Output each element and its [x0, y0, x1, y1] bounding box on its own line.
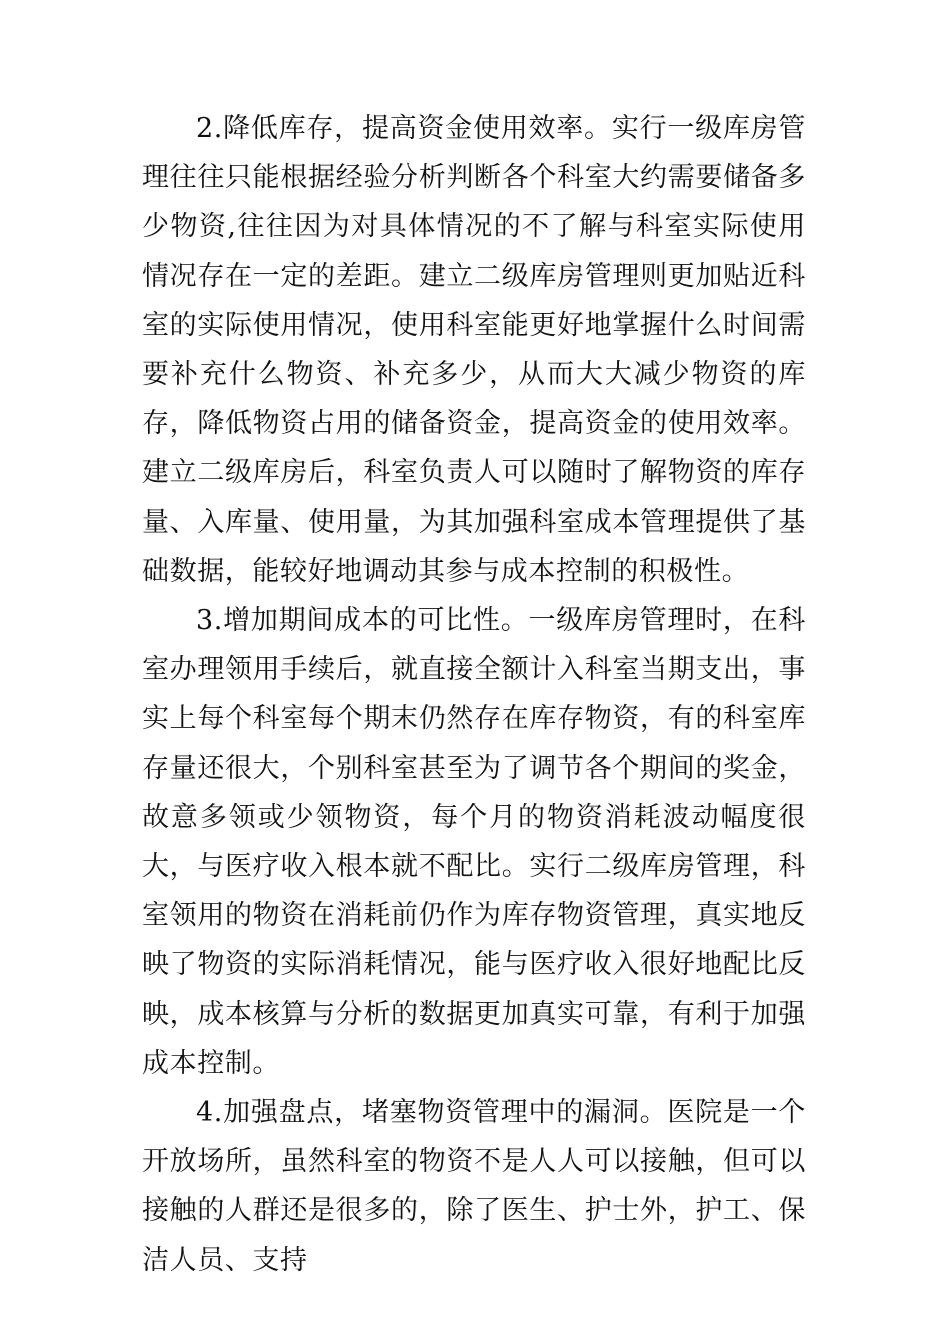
- paragraph-strengthen-inventory-check: 4.加强盘点，堵塞物资管理中的漏洞。医院是一个开放场所，虽然科室的物资不是人人可以接触，但可以接触的人群还是很多的，除了医生、护士外，护工、保洁人员、支持: [142, 1097, 806, 1276]
- document-body: [142, 104, 806, 1285]
- paragraph-period-cost-comparability: 3.增加期间成本的可比性。一级库房管理时，在科室办理领用手续后，就直接全额计入科室当期支出，事实上每个科室每个期末仍然存在库存物资，有的科室库存量还很大，个别科室甚至为了调节各个期间的奖金，故意多领或少领物资，每个月的物资消耗波动幅度很大，与医疗收入根本就不配比。实行二级库房管理，科室领用的物资在消耗前仍作为库存物资管理，真实地反映了物资的实际消耗情况，能与医疗收入很好地配比反映，成本核算与分析的数据更加真实可靠，有利于加强成本控制。: [142, 605, 806, 1079]
- paragraph-reduce-inventory: 2.降低库存，提高资金使用效率。实行一级库房管理往往只能根据经验分析判断各个科室大约需要储备多少物资,往往因为对具体情况的不了解与科室实际使用情况存在一定的差距。建立二级库房管理则更加贴近科室的实际使用情况，使用科室能更好地掌握什么时间需要补充什么物资、补充多少，从而大大减少物资的库存，降低物资占用的储备资金，提高资金的使用效率。建立二级库房后，科室负责人可以随时了解物资的库存量、入库量、使用量，为其加强科室成本管理提供了基础数据，能较好地调动其参与成本控制的积极性。: [142, 113, 806, 587]
